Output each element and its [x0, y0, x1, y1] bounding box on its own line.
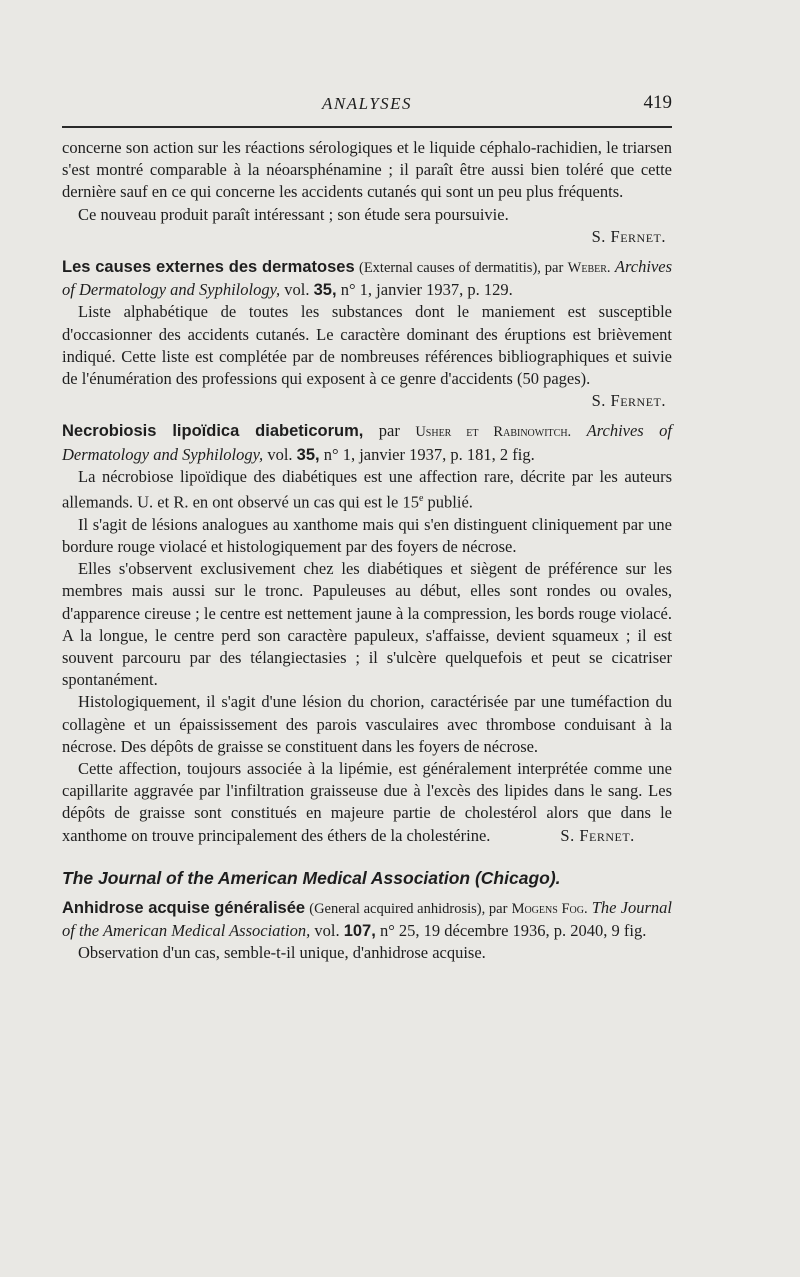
- entry-author: Weber.: [567, 260, 611, 277]
- journal-reference: Archives of Dermatology and Syphilology,: [62, 421, 672, 464]
- running-title: ANALYSES: [321, 94, 413, 113]
- continued-paragraph: concerne son action sur les réactions sérologiques et le liquide céphalo-rachidien, le triarsen s'est montré comparable à la néoarsphénamine ; il paraît être aussi bien toléré que cette dernière sauf en ce qui concerne les accidents cutanés qui sont un peu plus fréquents.: [62, 138, 672, 202]
- entry-author: Usher et Rabinowitch.: [415, 424, 572, 441]
- paragraph-text-end: publié.: [423, 492, 473, 512]
- signature-text: S. Fernet.: [591, 226, 666, 246]
- ordinal-superscript: e: [418, 493, 424, 505]
- volume-number: 35,: [313, 281, 337, 300]
- journal-section-heading: The Journal of the American Medical Association (Chicago).: [62, 867, 561, 888]
- paragraph: Elles s'observent exclusivement chez les diabétiques et siègent de préférence sur les membres mais aussi sur le tronc. Papuleuses au début, elles sont rondes ou ovales, d'apparence cireuse ; le centre est nettement jaune à la compression, les bords rouge violacé. A la longue, le centre perd son caractère papuleux, s'affaisse, devient squameux ; il est souvent parcouru par des télangiectasies ; il s'ulcère quelquefois et peut se cicatriser spontanément.: [62, 559, 672, 690]
- vol-label: vol.: [314, 921, 340, 941]
- page-number: 419: [643, 92, 672, 113]
- paragraph: [62, 758, 672, 847]
- entry-heading-anhidrose: [62, 897, 672, 942]
- issue-date: n° 25, 19 décembre 1936, p. 2040, 9 fig.: [379, 921, 647, 941]
- vol-label: vol.: [267, 444, 293, 464]
- header-rule: [62, 126, 672, 128]
- entry-par: par: [378, 421, 400, 441]
- paragraph-text: Cette affection, toujours associée à la lipémie, est généralement interprétée comme une capillarite aggravée par l'infiltration graisseuse due à l'excès des lipides dans le sang. Les dépôts de graisse sont constitués en majeure partie de cholestérol alors que dans le xanthome on trouve principalement des éthers de la cholestérine.: [62, 758, 672, 845]
- journal-reference: The Journal of the American Medical Association,: [62, 898, 672, 941]
- signature-text: S. Fernet.: [560, 825, 635, 845]
- journal-reference: Archives of Dermatology and Syphilology,: [62, 257, 673, 300]
- entry-title: Anhidrose acquise généralisée: [62, 899, 306, 917]
- paragraph: Ce nouveau produit paraît intéressant ; son étude sera poursuivie.: [78, 204, 509, 224]
- paragraph: Histologiquement, il s'agit d'une lésion du chorion, caractérisée par une tuméfaction du collagène et un épaississement des parois vasculaires avec thrombose conduisant à la nécrose. Des dépôts de graisse se constituent dans les foyers de nécrose.: [62, 692, 672, 756]
- entry-heading-external-causes: [62, 256, 672, 301]
- paragraph: Il s'agit de lésions analogues au xanthome mais qui s'en distinguent cliniquement par une bordure rouge violacé et histologiquement par des foyers de nécrose.: [62, 514, 672, 556]
- paragraph: Observation d'un cas, semble-t-il unique, d'anhidrose acquise.: [78, 943, 486, 963]
- paragraph-text: La nécrobiose lipoïdique des diabétiques est une affection rare, décrite par les auteurs allemands. U. et R. en ont observé un cas qui est le 15: [62, 466, 672, 512]
- body-text: [62, 137, 672, 965]
- signature: [62, 226, 672, 248]
- volume-number: 107,: [343, 922, 376, 941]
- signature-text: S. Fernet.: [591, 391, 666, 411]
- paragraph: Liste alphabétique de toutes les substances dont le maniement est susceptible d'occasionner des accidents cutanés. Le caractère dominant des éruptions est brièvement indiqué. Cette liste est complétée par de nombreuses références bibliographiques et suivie de l'énumération des professions qui exposent à ce genre d'accidents (50 pages).: [62, 302, 672, 389]
- entry-author: Mogens Fog.: [511, 901, 588, 917]
- signature: [62, 390, 672, 412]
- issue-date: n° 1, janvier 1937, p. 181, 2 fig.: [323, 444, 535, 464]
- page-header: [62, 92, 672, 122]
- volume-number: 35,: [296, 445, 320, 464]
- vol-label: vol.: [284, 280, 310, 300]
- entry-heading-necrobiosis: [62, 420, 672, 465]
- entry-subtitle: (General acquired anhidrosis), par: [309, 901, 508, 917]
- entry-subtitle: (External causes of dermatitis), par: [359, 260, 564, 277]
- entry-title: Necrobiosis lipoïdica diabeticorum,: [62, 422, 364, 441]
- entry-title: Les causes externes des dermatoses: [62, 258, 355, 277]
- paragraph: [62, 466, 672, 514]
- issue-date: n° 1, janvier 1937, p. 129.: [340, 280, 513, 300]
